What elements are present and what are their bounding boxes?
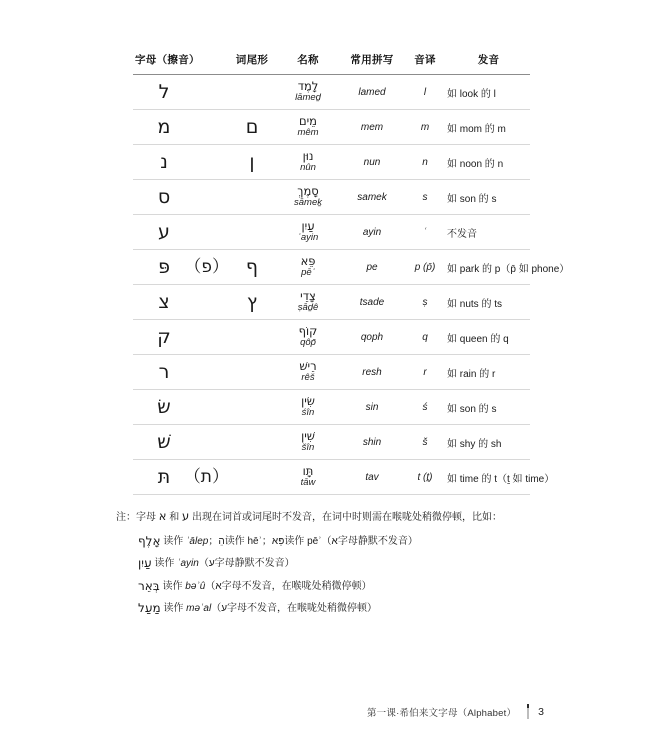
- table-row: [133, 320, 530, 355]
- note-example-tail: （א字母不发音，在喉咙处稍微停顿）: [205, 580, 372, 592]
- cell-name: [275, 250, 341, 285]
- cell-final-form: ץ: [246, 290, 258, 313]
- table-row: [133, 145, 530, 180]
- cell-name-hebrew: רֵישׁ: [299, 358, 317, 373]
- cell-pronunciation: 如 queen 的 q: [447, 333, 509, 345]
- cell-fricative-form: （פ）: [184, 256, 229, 277]
- column-header-spelling: 常用拼写: [350, 54, 394, 66]
- cell-name-hebrew: לָמֶד: [297, 78, 319, 93]
- cell-fricative-form: [195, 145, 229, 180]
- cell-transliteration: š: [422, 436, 428, 448]
- cell-spelling: tav: [365, 471, 379, 483]
- cell-final-form: ף: [245, 255, 259, 278]
- cell-pronunciation: 如 noon 的 n: [447, 158, 504, 170]
- note-example-verb: 读作: [160, 602, 187, 614]
- cell-transliteration: ṣ: [422, 296, 428, 308]
- cell-name: [275, 145, 341, 180]
- cell-transliteration: ś: [422, 401, 428, 413]
- cell-fricative-form: [195, 355, 229, 390]
- cell-name-roman: nûn: [300, 162, 316, 174]
- note-example-tail: ；הֵ读作 hēʾ；פֵּא读作 pēʾ（א字母静默不发音）: [208, 536, 418, 548]
- cell-pronunciation: 如 shy 的 sh: [447, 438, 502, 450]
- note-example-line: [116, 552, 546, 574]
- cell-spelling: shin: [362, 436, 382, 448]
- cell-name-hebrew: שִׁין: [301, 428, 315, 443]
- cell-letter: ע: [158, 220, 170, 243]
- cell-pronunciation: 如 look 的 l: [447, 88, 496, 100]
- cell-name: [275, 215, 341, 250]
- note-lead-prefix: 注：字母: [116, 512, 159, 523]
- cell-name-roman: qôp̄: [300, 337, 316, 349]
- table-header: [133, 52, 530, 75]
- cell-fricative-form: [195, 215, 229, 250]
- table-row: [133, 390, 530, 425]
- column-header-pronunciation: 发音: [477, 54, 500, 66]
- cell-name: [275, 460, 341, 495]
- cell-name-hebrew: תָּו: [302, 463, 314, 478]
- note-example-line: [116, 530, 546, 552]
- column-header-final-form: 词尾形: [235, 54, 269, 66]
- table-row: [133, 425, 530, 460]
- cell-transliteration: n: [422, 156, 428, 168]
- cell-final-form: [229, 75, 275, 110]
- cell-transliteration: l: [423, 86, 427, 98]
- cell-final-form: [229, 180, 275, 215]
- cell-name-hebrew: עַיִן: [301, 218, 315, 233]
- note-example-verb: 读作: [151, 558, 178, 570]
- cell-final-form: [229, 390, 275, 425]
- table-row: [133, 75, 530, 110]
- cell-name-roman: lāmeḏ: [295, 92, 321, 104]
- note-lead-mid: 和: [166, 512, 183, 523]
- cell-letter: ס: [157, 185, 171, 208]
- cell-letter: ל: [158, 80, 170, 103]
- cell-spelling: mem: [360, 121, 384, 133]
- footer-chapter-title: 第一课·希伯来文字母（Alphabet）: [366, 707, 517, 719]
- cell-final-form: [229, 460, 275, 495]
- cell-fricative-form: （ת）: [183, 466, 229, 487]
- cell-name-roman: śîn: [301, 407, 315, 419]
- cell-name-roman: pēʾ: [301, 267, 315, 279]
- cell-letter: נ: [160, 150, 168, 173]
- cell-fricative-form: [195, 425, 229, 460]
- cell-name-hebrew: מֵים: [298, 113, 317, 128]
- footer-divider: [527, 704, 529, 719]
- cell-final-form: [229, 215, 275, 250]
- cell-transliteration: t (ṯ): [417, 471, 433, 483]
- cell-pronunciation: 如 rain 的 r: [447, 368, 496, 380]
- note-example-tail: （ע字母不发音，在喉咙处稍微停顿）: [211, 602, 378, 614]
- table-body: [133, 75, 570, 495]
- hebrew-alphabet-table: [133, 52, 570, 495]
- cell-pronunciation: 如 son 的 s: [447, 193, 497, 205]
- cell-pronunciation: 如 mom 的 m: [447, 123, 506, 135]
- cell-final-form: ם: [245, 115, 259, 138]
- cell-letter: צ: [158, 290, 170, 313]
- cell-fricative-form: [195, 320, 229, 355]
- cell-spelling: nun: [363, 156, 381, 168]
- cell-name: [275, 355, 341, 390]
- cell-fricative-form: [195, 180, 229, 215]
- cell-transliteration: m: [420, 121, 430, 133]
- table-row: [133, 250, 530, 285]
- cell-name: [275, 425, 341, 460]
- note-letter-ayin: ע: [182, 509, 190, 523]
- column-header-transliteration: 音译: [414, 54, 436, 66]
- cell-letter: שׂ: [157, 395, 171, 418]
- cell-name: [275, 110, 341, 145]
- cell-name-roman: mêm: [297, 127, 319, 139]
- page-footer: [0, 704, 650, 719]
- notes-section: [116, 508, 546, 619]
- cell-letter: פּ: [158, 255, 170, 278]
- cell-final-form: [229, 320, 275, 355]
- note-example-roman: ʿayin: [177, 558, 199, 570]
- cell-transliteration: r: [423, 366, 427, 378]
- note-example-roman: bəʾû: [185, 580, 206, 592]
- cell-name-hebrew: פֵּא: [300, 253, 316, 268]
- cell-name: [275, 320, 341, 355]
- note-lead-line: [116, 508, 546, 525]
- cell-name-roman: ṣāḏê: [297, 302, 319, 314]
- note-example-verb: 读作: [159, 580, 186, 592]
- cell-spelling: qoph: [360, 331, 384, 343]
- table-row: [133, 460, 530, 495]
- table-row: [133, 285, 530, 320]
- note-example-line: [116, 597, 546, 619]
- cell-name-roman: rêš: [301, 372, 315, 384]
- table-row: [133, 180, 530, 215]
- cell-name-hebrew: קוֹף: [298, 323, 318, 338]
- cell-letter: ק: [157, 325, 171, 348]
- cell-name-hebrew: שִׂין: [301, 393, 315, 408]
- note-example-roman: məʿal: [186, 602, 212, 614]
- table-row: [133, 110, 530, 145]
- note-example-roman: ʾālep: [186, 536, 209, 548]
- note-example-hebrew: מַעַל: [138, 600, 161, 615]
- cell-transliteration: ʿ: [423, 226, 427, 238]
- cell-name-hebrew: צָדֵי: [300, 288, 316, 303]
- column-header-name: 名称: [297, 54, 319, 66]
- note-example-hebrew: אָלֶף: [138, 534, 161, 549]
- note-letter-alef: א: [158, 509, 167, 523]
- cell-final-form: [229, 425, 275, 460]
- cell-spelling: sin: [365, 401, 379, 413]
- cell-spelling: lamed: [358, 86, 386, 98]
- cell-final-form: ן: [249, 150, 255, 173]
- cell-name: [275, 180, 341, 215]
- cell-pronunciation: 如 time 的 t（ṯ 如 time）: [447, 473, 555, 485]
- note-examples: [116, 530, 546, 619]
- column-header-letter: 字母（擦音）: [135, 54, 200, 66]
- header-row: [133, 52, 530, 75]
- cell-name-roman: šîn: [301, 442, 315, 454]
- note-example-hebrew: עַיִן: [138, 556, 152, 571]
- cell-fricative-form: [195, 110, 229, 145]
- cell-spelling: samek: [357, 191, 387, 203]
- cell-letter: שׁ: [157, 430, 171, 453]
- cell-transliteration: q: [422, 331, 428, 343]
- cell-spelling: pe: [366, 261, 378, 273]
- cell-pronunciation: 如 son 的 s: [447, 403, 497, 415]
- cell-transliteration: p (p̄): [414, 261, 436, 273]
- note-example-verb: 读作: [160, 536, 187, 548]
- note-example-tail: （ע字母静默不发音）: [198, 558, 295, 570]
- cell-final-form: [229, 355, 275, 390]
- table-row: [133, 355, 530, 390]
- note-lead-suffix: 出现在词首或词尾时不发音，在词中时则需在喉咙处稍微停顿，比如：: [189, 512, 503, 523]
- cell-name-hebrew: נוּן: [302, 148, 314, 163]
- cell-pronunciation: 不发音: [447, 228, 477, 240]
- note-example-hebrew: בְּאֵר: [138, 578, 160, 593]
- cell-name-roman: sāmeḵ: [294, 197, 322, 209]
- cell-name: [275, 75, 341, 110]
- cell-letter: תּ: [157, 465, 171, 488]
- cell-name: [275, 285, 341, 320]
- note-example-line: [116, 575, 546, 597]
- page-number: 3: [538, 705, 544, 718]
- cell-spelling: tsade: [359, 296, 385, 308]
- cell-fricative-form: [195, 75, 229, 110]
- cell-transliteration: s: [422, 191, 428, 203]
- cell-spelling: resh: [362, 366, 382, 378]
- cell-name: [275, 390, 341, 425]
- cell-fricative-form: [195, 285, 229, 320]
- cell-spelling: ayin: [362, 226, 382, 238]
- cell-name-hebrew: סָמֶךְ: [297, 183, 319, 198]
- cell-name-roman: ʿayin: [297, 232, 319, 244]
- cell-pronunciation: 如 park 的 p（p̄ 如 phone）: [447, 263, 570, 275]
- table-row: [133, 215, 530, 250]
- cell-letter: ר: [158, 360, 170, 383]
- cell-fricative-form: [195, 390, 229, 425]
- cell-name-roman: tāw: [300, 477, 316, 489]
- cell-pronunciation: 如 nuts 的 ts: [447, 298, 503, 310]
- cell-letter: מ: [157, 115, 171, 138]
